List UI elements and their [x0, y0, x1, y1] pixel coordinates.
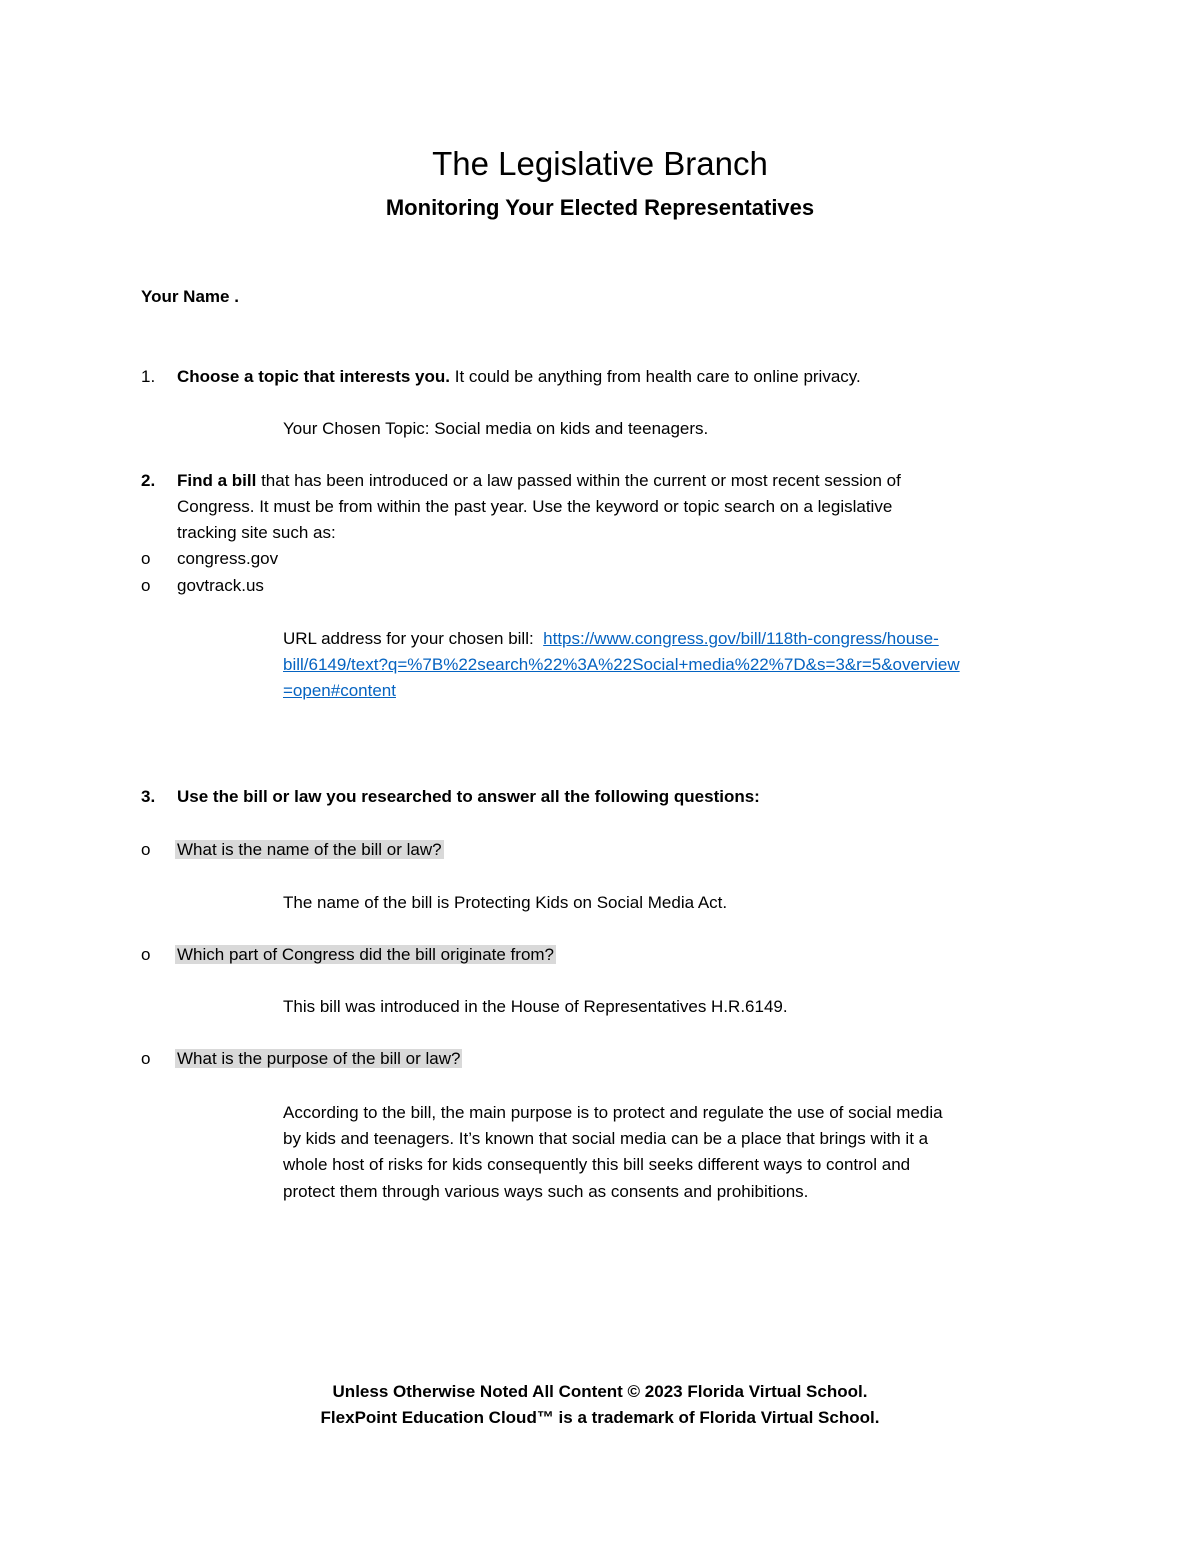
q2-number: 2.	[141, 471, 156, 490]
question-origin	[177, 942, 556, 968]
url-line2	[283, 652, 960, 678]
question-name-text: What is the name of the bill or law?	[177, 840, 442, 859]
q3-bullet: o	[141, 945, 151, 964]
q1-bold: Choose a topic that interests you.	[177, 367, 450, 386]
q2-bold: Find a bill	[177, 471, 257, 490]
answer-purpose-line2: by kids and teenagers. It’s known that social media can be a place that brings with it a	[283, 1129, 929, 1148]
q2-bullet: o	[141, 549, 151, 568]
q2-prompt-line1	[177, 468, 901, 494]
question-purpose	[177, 1046, 462, 1072]
q2-line1: that has been introduced or a law passed within the current or most recent session of	[256, 471, 901, 490]
question-origin-text: Which part of Congress did the bill originate from?	[177, 945, 555, 964]
q1-text: It could be anything from health care to online privacy.	[450, 367, 861, 386]
q2-prompt-line2: Congress. It must be from within the past year. Use the keyword or topic search on a legislative	[177, 497, 893, 516]
question-purpose-text: What is the purpose of the bill or law?	[177, 1049, 461, 1068]
url-line3	[283, 678, 396, 704]
footer-copyright: Unless Otherwise Noted All Content © 2023 Florida Virtual School.	[332, 1382, 868, 1401]
answer-name: The name of the bill is Protecting Kids on Social Media Act.	[283, 893, 728, 912]
q3-prompt: Use the bill or law you researched to answer all the following questions:	[177, 787, 760, 806]
url-label: URL address for your chosen bill:	[283, 629, 544, 648]
answer-purpose-line4: protect them through various ways such as consents and prohibitions.	[283, 1182, 809, 1201]
answer-origin: This bill was introduced in the House of Representatives H.R.6149.	[283, 997, 788, 1016]
bill-url-link[interactable]: bill/6149/text?q=%7B%22search%22%3A%22Social+media%22%7D&s=3&r=5&overview	[283, 655, 960, 674]
q3-bullet: o	[141, 1049, 151, 1068]
answer-purpose-line1: According to the bill, the main purpose is to protect and regulate the use of social media	[283, 1103, 943, 1122]
q2-bullet: o	[141, 576, 151, 595]
url-line1	[283, 626, 939, 652]
question-name	[177, 837, 444, 863]
q1-number: 1.	[141, 367, 156, 386]
site-congress: congress.gov	[177, 549, 279, 568]
site-govtrack: govtrack.us	[177, 576, 264, 595]
bill-url-link[interactable]: =open#content	[283, 681, 396, 700]
bill-url-link[interactable]: https://www.congress.gov/bill/118th-congress/house-	[543, 629, 939, 648]
name-line: Your Name .	[141, 287, 239, 306]
q2-prompt-line3: tracking site such as:	[177, 523, 336, 542]
page-subtitle: Monitoring Your Elected Representatives	[385, 195, 815, 220]
q3-number: 3.	[141, 787, 156, 806]
page-title: The Legislative Branch	[432, 145, 768, 182]
q3-bullet: o	[141, 840, 151, 859]
q1-prompt	[177, 364, 861, 390]
answer-purpose-line3: whole host of risks for kids consequently this bill seeks different ways to control and	[283, 1155, 911, 1174]
q1-answer: Your Chosen Topic: Social media on kids and teenagers.	[283, 419, 709, 438]
footer-trademark: FlexPoint Education Cloud™ is a trademark of Florida Virtual School.	[320, 1408, 880, 1427]
